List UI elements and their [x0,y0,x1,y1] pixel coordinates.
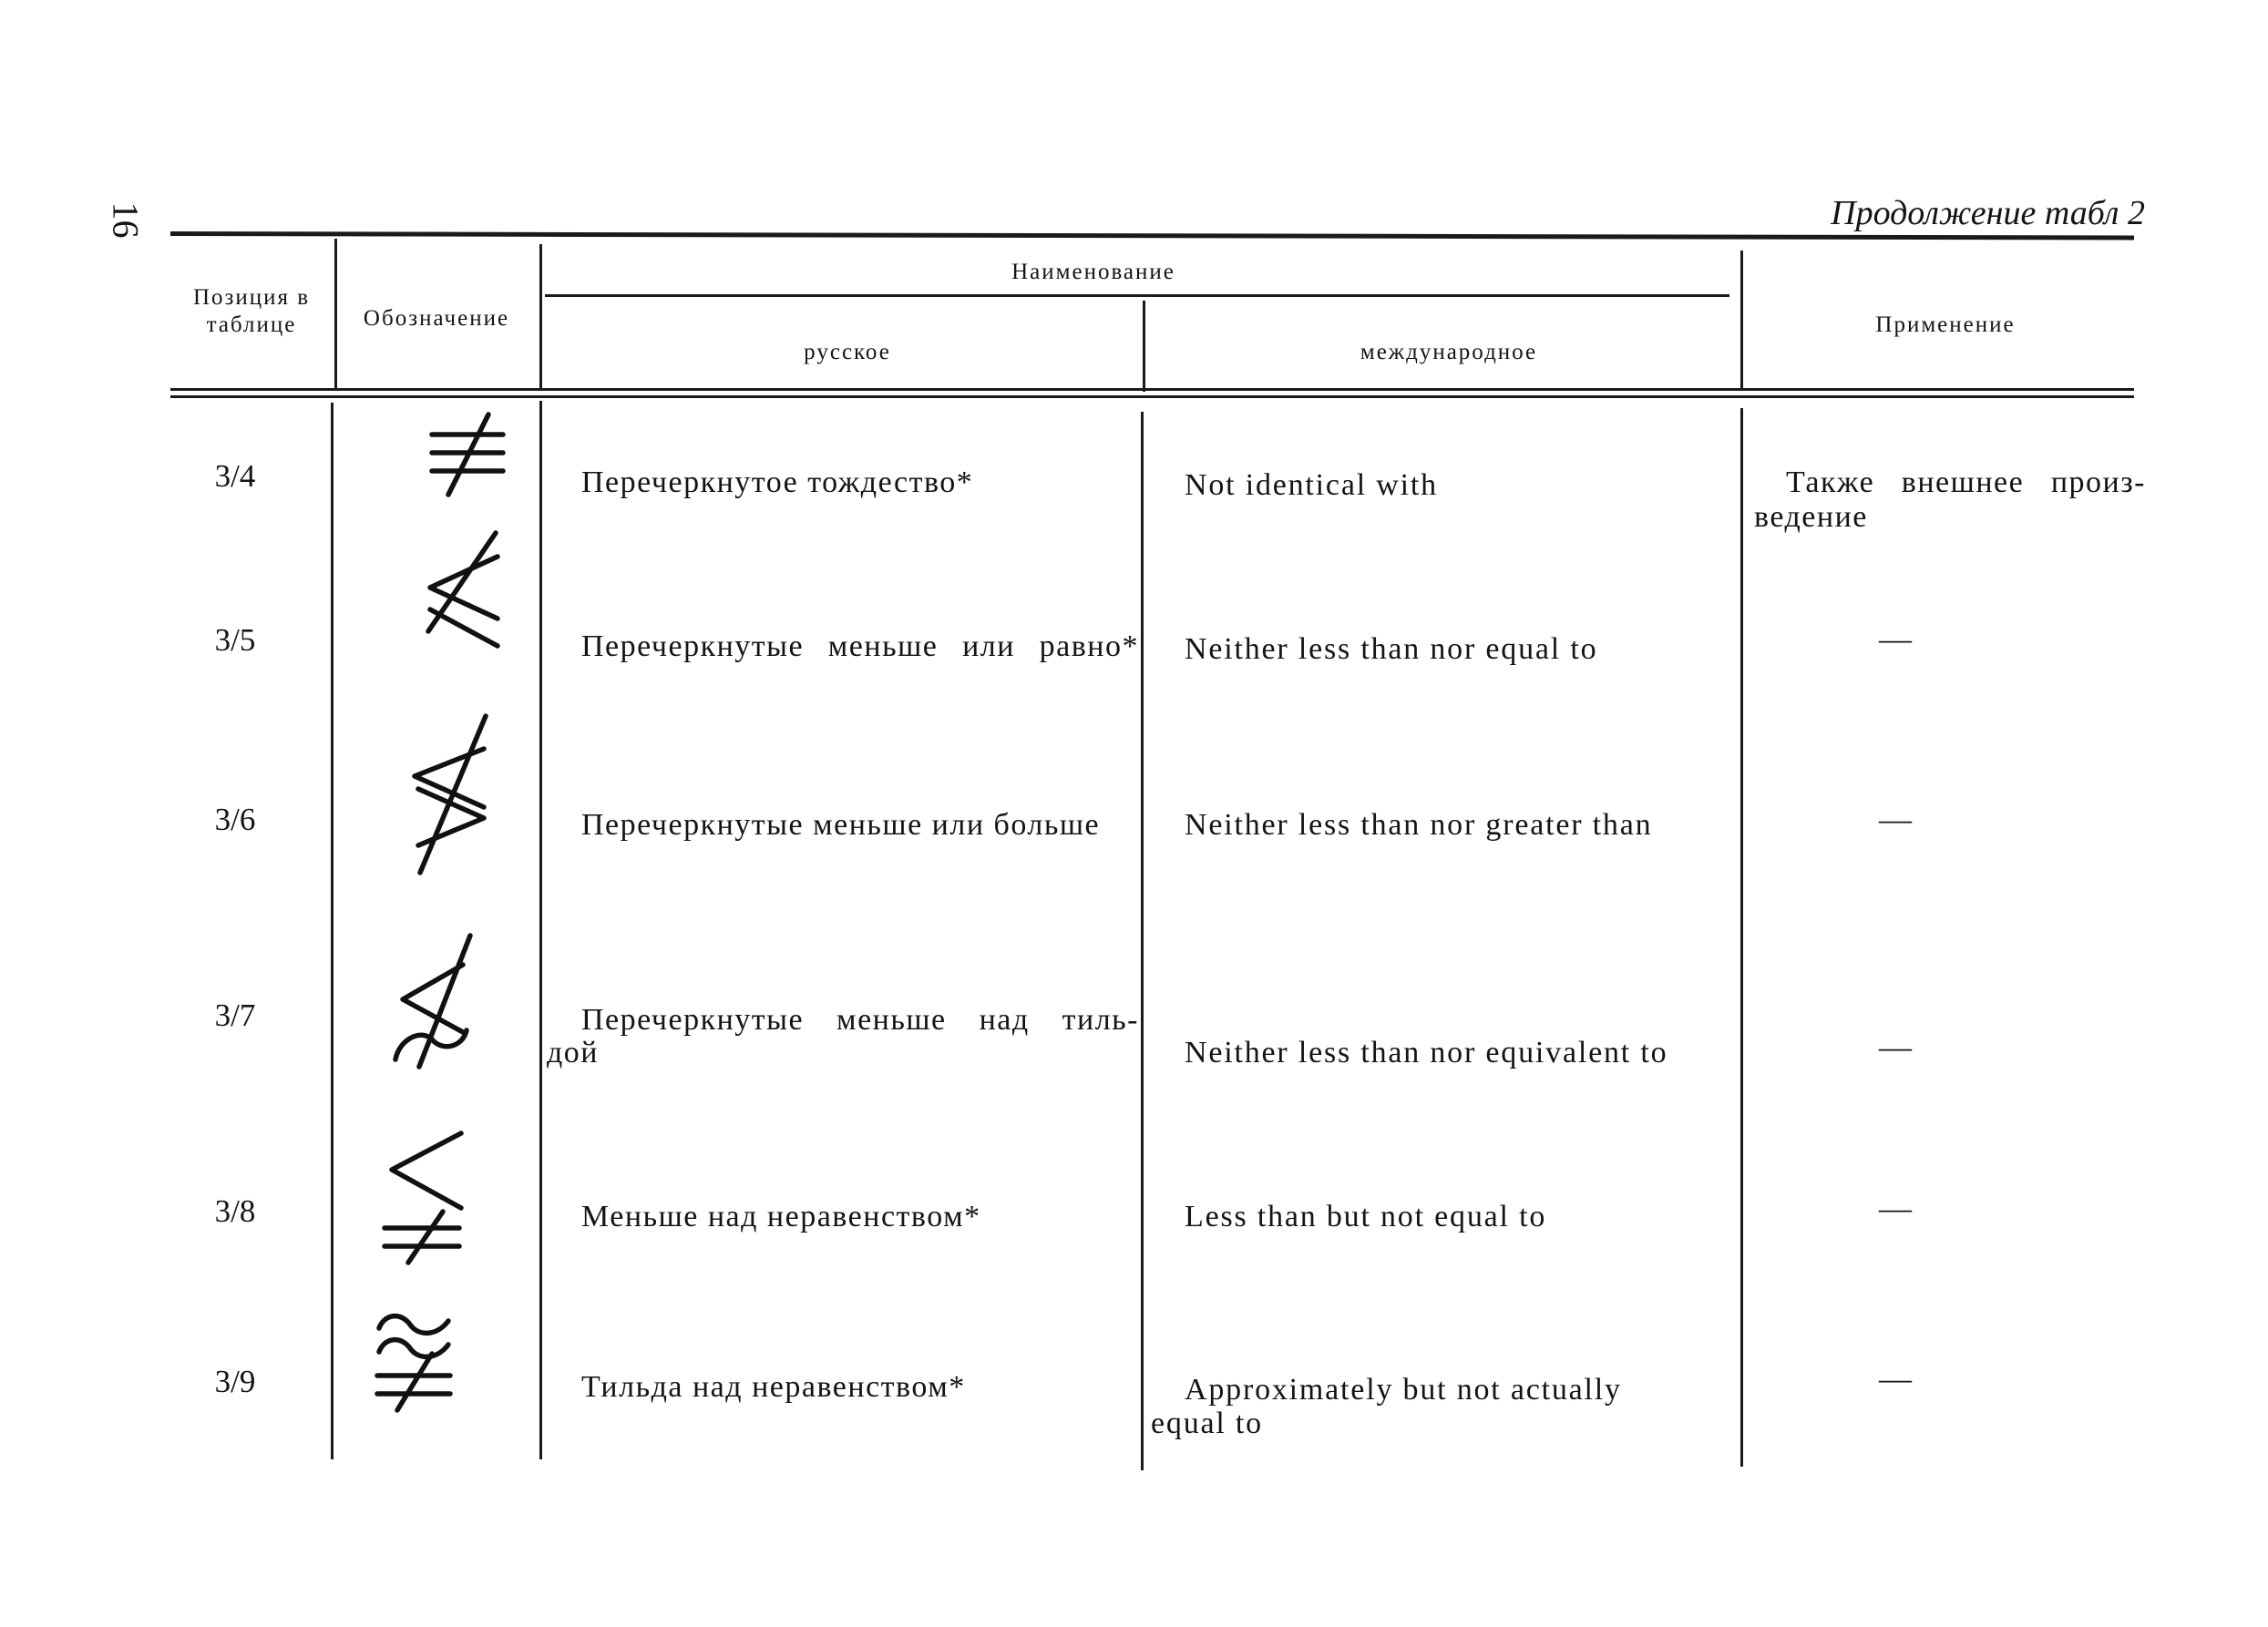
body-divider-4 [1740,408,1743,1467]
application-dash: — [1879,620,1912,657]
row-position: 3/6 [214,802,256,837]
header-divider-1 [334,239,337,388]
name-header-rule [545,294,1729,297]
row-position: 3/4 [214,458,256,494]
header-divider-3 [1143,301,1145,392]
russian-name: Перечеркнутые меньше или больше [581,808,1101,842]
international-name: Neither less than nor equivalent to [1185,1036,1668,1069]
neither-less-nor-equal-icon [419,533,510,660]
table-caption: Продолжение табл 2 [1831,194,2145,232]
application-text: Также внешнее произ- [1786,466,2146,499]
approx-not-equal-icon [374,1312,465,1412]
application-dash: — [1879,801,1912,837]
application-dash: — [1879,1360,1912,1397]
body-divider-2 [539,401,542,1459]
not-identical-icon [428,414,519,506]
less-than-not-equal-icon [381,1130,481,1266]
neither-less-nor-equivalent-icon [390,934,490,1070]
header-position: Позиция в таблице [192,285,311,337]
header-bottom-rule-1 [170,388,2134,391]
international-name: Neither less than nor greater than [1185,808,1653,842]
russian-name: Тильда над неравенством* [581,1370,966,1404]
international-name: Not identical with [1185,468,1438,502]
header-international: международное [1360,340,1538,364]
header-application: Применение [1875,312,2016,337]
russian-name: Перечеркнутые меньше над тиль- [581,1003,1139,1037]
russian-name-cont: дой [547,1036,599,1069]
application-text-cont: ведение [1754,500,1868,534]
international-name: Approximately but not actually [1185,1373,1622,1407]
russian-name: Меньше над неравенством* [581,1200,981,1233]
header-name: Наименование [1011,260,1175,284]
application-dash: — [1879,1190,1912,1226]
russian-name: Перечеркнутые меньше или равно* [581,629,1139,663]
header-divider-2 [539,244,542,388]
page-number: 16 [105,201,147,239]
international-name: Neither less than nor equal to [1185,632,1598,666]
application-dash: — [1879,1028,1912,1065]
row-position: 3/8 [214,1193,256,1229]
international-name-cont: equal to [1151,1407,1263,1440]
body-divider-3 [1141,412,1144,1470]
row-position: 3/9 [214,1364,256,1399]
international-name: Less than but not equal to [1185,1200,1547,1233]
row-position: 3/7 [214,998,256,1033]
row-position: 3/5 [214,622,256,658]
russian-name: Перечеркнутое тождество* [581,466,974,499]
header-divider-4 [1740,251,1743,388]
header-bottom-rule-2 [170,395,2134,398]
header-russian: русское [804,340,891,364]
header-symbol: Обозначение [363,306,510,331]
neither-less-nor-greater-icon [405,712,506,876]
body-divider-1 [331,403,334,1459]
